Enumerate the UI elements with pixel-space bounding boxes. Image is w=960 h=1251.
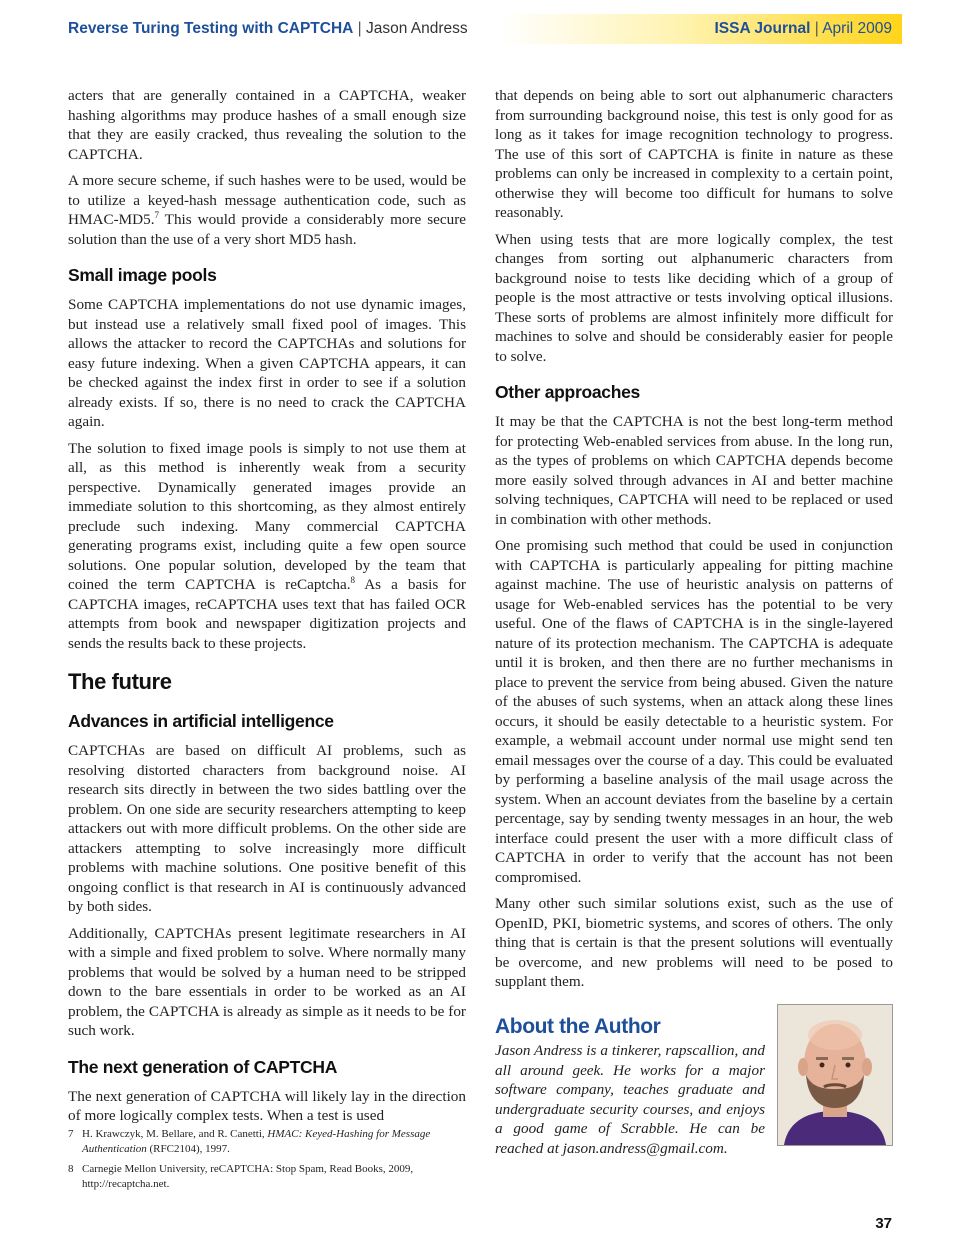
author-photo (777, 1004, 893, 1146)
heading-small-image-pools: Small image pools (68, 265, 217, 285)
paragraph: The next generation of CAPTCHA will likely lay in the direction of more logically complex tests. When a test is used (68, 1087, 466, 1124)
header-article-title: Reverse Turing Testing with CAPTCHA (68, 20, 354, 37)
paragraph: It may be that the CAPTCHA is not the best long-term method for protecting Web-enabled services from abuse. In the long run, as the types of problems on which CAPTCHA depends become more easily solved through advances in AI and better machine solving techniques, CAPTCHA will need to be replaced or used in combination with other methods. (495, 413, 893, 528)
header-author: Jason Andress (366, 20, 468, 37)
paragraph: that depends on being able to sort out alphanumeric characters from surrounding background noise, this test is only good for as long as it takes for image recognition technology to progress. The use of this sort of CAPTCHA is finite in nature as these problems can only be increased in complexity to a certain point, otherwise they will become too difficult for humans to solve reasonably. (495, 87, 893, 221)
paragraph: Many other such similar solutions exist, such as the use of OpenID, PKI, biometric systems, and scores of others. The only thing that is certain is that the present solutions will eventually be overcome, and new problems will need to be posed to supplant them. (495, 895, 893, 990)
author-bio: Jason Andress is a tinkerer, rapscallion, and all around geek. He works for a major software company, teaches graduate and undergraduate security courses, and enjoys a good game of Scrabble. He can be reached at jason.andress@gmail.com. (495, 1042, 765, 1157)
header-separator: | (357, 20, 362, 37)
paragraph: The solution to fixed image pools is simply to not use them at all, as this method is inherently weak from a security perspective. Dynamically generated images provide an immediate solution to this shortcoming, as they almost entirely preclude such indexing. Many commercial CAPTCHA generating programs exist, including quite a few open source solutions. One popular solution, developed by the team that coined the term CAPTCHA is reCaptcha.$^8$ As a basis for CAPTCHA images, reCAPTCHA uses text that has failed OCR attempts from book and newspaper digitization projects and sends the results back to these projects. (68, 439, 466, 652)
footnote: 8 Carnegie Mellon University, reCAPTCHA: Stop Spam, Read Books, 2009, http://recaptcha.net. (68, 1163, 414, 1190)
paragraph: CAPTCHAs are based on difficult AI problems, such as resolving distorted characters from background noise. AI research sits directly in between the two sides battling over the problem. On one side are security researchers attempting to keep attackers out with more difficult problems. On the other side are attackers attempting to solve increasingly more difficult problems with machine solutions. One positive benefit of this ongoing conflict is that research in AI is continuously advanced by both sides. (68, 742, 466, 915)
footnote: 7 H. Krawczyk, M. Bellare, and R. Canetti, HMAC: Keyed-Hashing for Message Authentication (RFC2104), 1997. (68, 1128, 431, 1155)
paragraph: One promising such method that could be used in conjunction with CAPTCHA is particularly appealing for pitting machine against machine. The use of heuristic analysis on patterns of usage for Web-enabled services has the potential to be very useful. One of the flaws of CAPTCHA is in the single-layered nature of its protection mechanism. The CAPTCHA is adequate until it is broken, and then there are no further mechanisms in place to prevent the service from being abused. Given the nature of the abuses of such systems, when an attack along these lines occurs, it should be easily detectable to a heuristic system. For example, a webmail account under normal use might send ten email messages over the course of a day. This could be evaluated by performing a baseline analysis of the mail usage across the system. When an account deviates from the baseline by a certain percentage, say by sending twenty messages in an hour, the web interface could present the user with a more difficult class of CAPTCHA in order to verify that the account has not been compromised. (495, 537, 893, 886)
heading-other-approaches: Other approaches (495, 382, 640, 402)
footnote-ref: 7 (154, 209, 159, 220)
header-date: April 2009 (822, 20, 892, 37)
heading-the-future: The future (68, 669, 172, 694)
about-author-heading: About the Author (495, 1015, 661, 1038)
paragraph: When using tests that are more logically complex, the test changes from sorting out alphanumeric characters from background noise to tests like deciding which of a group of people is the most attractive or tests involving optical illusions. These sorts of problems are almost infinitely more difficult for machines to solve and should be considerably easier for people to solve. (495, 230, 893, 365)
header-article-info (68, 20, 468, 38)
heading-advances-in-ai: Advances in artificial intelligence (68, 711, 334, 731)
paragraph: Some CAPTCHA implementations do not use dynamic images, but instead use a relatively small fixed pool of images. This allows the attacker to record the CAPTCHAs and solutions for easy future indexing. When a given CAPTCHA appears, it can be checked against the index first in order to see if a solution already exists. If so, there is no need to crack the CAPTCHA again. (68, 296, 466, 430)
running-header (0, 14, 960, 44)
page-number: 37 (875, 1215, 892, 1232)
heading-next-generation: The next generation of CAPTCHA (68, 1056, 338, 1077)
paragraph: A more secure scheme, if such hashes were to be used, would be to utilize a keyed-hash message authentication code, such as HMAC-MD5.$^7$ This would provide a considerably more secure solution than the use of a very short MD5 hash. (68, 172, 466, 248)
footnote-ref: 8 (350, 574, 356, 585)
header-journal: ISSA Journal (714, 20, 811, 37)
left-column (68, 86, 466, 1133)
paragraph: Additionally, CAPTCHAs present legitimate researchers in AI with a simple and fixed problem to solve. Where normally many problems that would be solved by a human need to be stripped down to the bare essentials in order to be worked as an AI problem, the CAPTCHA is already as simple as it needs to be for such work. (68, 924, 466, 1039)
paragraph: acters that are generally contained in a CAPTCHA, weaker hashing algorithms may produce hashes of a small enough size that they are easily cracked, thus revealing the solution to the CAPTCHA. (68, 87, 466, 163)
footnotes (68, 1127, 466, 1197)
right-column (495, 86, 893, 999)
header-separator-right: | (814, 20, 819, 37)
header-journal-band (500, 14, 902, 44)
